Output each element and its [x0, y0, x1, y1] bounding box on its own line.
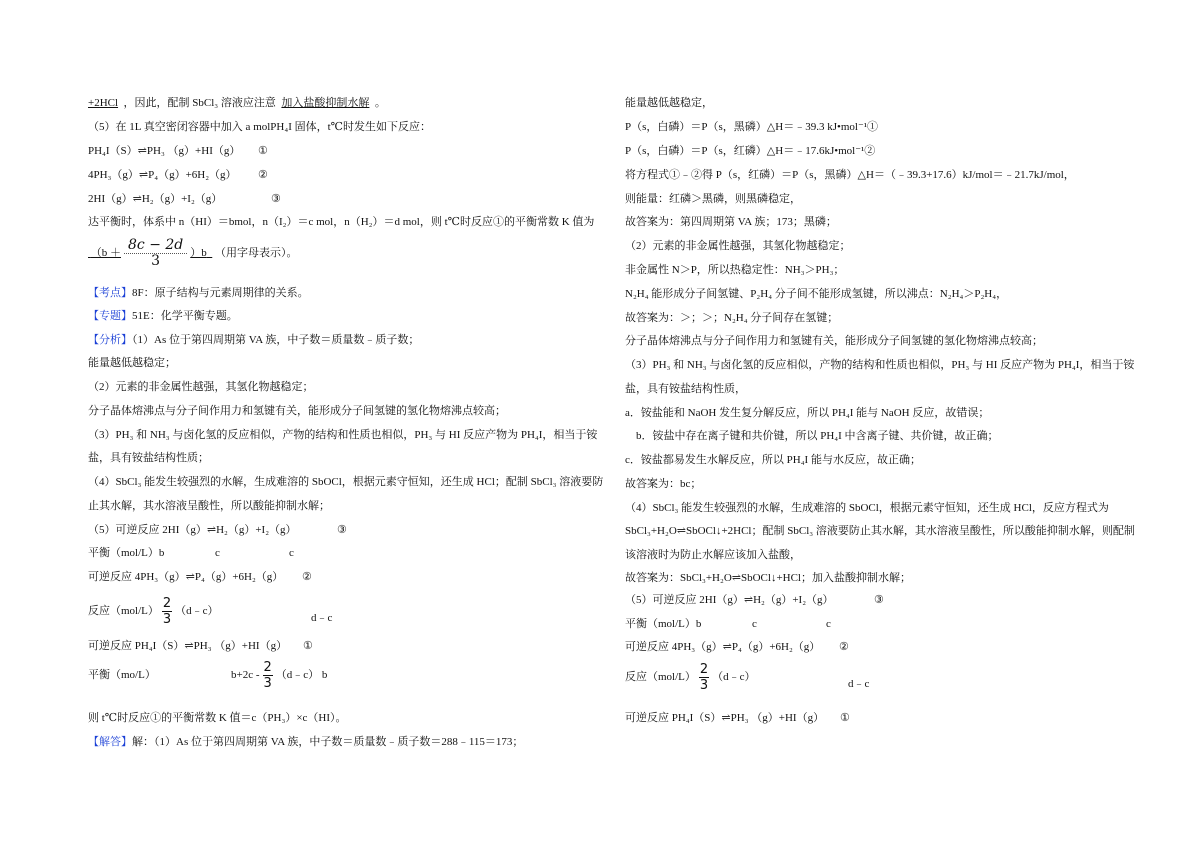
- text-line: 能量越低越稳定；: [88, 357, 176, 369]
- section-kaodian: [88, 286, 309, 300]
- answer-line-hcl: [88, 96, 386, 110]
- numerator: 2: [263, 660, 272, 675]
- text-line: 盐，具有铵盐结构性质，: [625, 383, 746, 395]
- section-tag: 【解答】: [88, 736, 132, 748]
- reaction-row: [625, 662, 870, 693]
- text: 8F：原子结构与元素周期律的关系。: [132, 287, 309, 299]
- text-line: 非金属性 N＞P，所以热稳定性：NH₃＞PH₃；: [625, 264, 845, 276]
- equation-number: ③: [874, 594, 884, 606]
- text: （用字母表示）。: [215, 247, 298, 260]
- equation-line: [88, 192, 281, 206]
- text: 。: [374, 97, 386, 109]
- value: c: [826, 618, 831, 630]
- text: ，因此，配制 SbCl₃ 溶液应注意: [123, 97, 276, 109]
- equation: （5）可逆反应 2HI（g）⇌H₂（g）+I₂（g）: [88, 524, 297, 536]
- text-line: 故答案为：bc；: [625, 478, 702, 490]
- equation-line: [88, 570, 312, 584]
- text-line: P（s，白磷）＝P（s，黑磷）△H＝﹣39.3 kJ•mol⁻¹①: [625, 121, 879, 133]
- text: （d﹣c）: [712, 671, 756, 684]
- section-tag: 【分析】: [88, 334, 132, 346]
- text-line: （3）PH₃ 和 NH₃ 与卤化氢的反应相似，产物的结构和性质也相似，PH₃ 与 HI 反应产物为 PH₄I，相当于铵: [88, 429, 598, 441]
- equation-number: ③: [337, 524, 347, 536]
- text: b+2c -: [231, 669, 260, 682]
- section-zhuanti: [88, 309, 238, 323]
- fraction: [162, 596, 172, 627]
- text-line: （3）PH₃ 和 NH₃ 与卤化氢的反应相似，产物的结构和性质也相似，PH₃ 与 HI 反应产物为 PH₄I，相当于铵: [625, 359, 1135, 371]
- value: c: [289, 547, 294, 559]
- text-line: 故答案为：第四周期第 VA 族；173；黑磷；: [625, 216, 837, 228]
- text-line: （2）元素的非金属性越强，其氢化物越稳定；: [625, 240, 851, 252]
- fraction: [263, 660, 273, 691]
- section-tag: 【专题】: [88, 310, 132, 322]
- text: 解：（1）As 位于第四周期第 VA 族，中子数＝质量数﹣质子数＝288﹣115＝173；: [132, 736, 524, 748]
- value: d﹣c: [848, 678, 870, 690]
- equation: 可逆反应 4PH₃（g）⇌P₄（g）+6H₂（g）: [88, 571, 284, 583]
- equation-number: ②: [258, 169, 268, 181]
- reaction-row: [88, 596, 333, 627]
- text: ）b: [190, 247, 207, 260]
- expression: [231, 660, 327, 691]
- text-line: 止其水解，其水溶液呈酸性，所以酸能抑制水解；: [88, 500, 330, 512]
- equation: 可逆反应 PH₄I（S）⇌PH₃ （g）+HI（g）: [625, 712, 825, 724]
- equation-number: ②: [839, 641, 849, 653]
- text: 平衡（mo/L）: [88, 669, 156, 682]
- text-line: （4）SbCl₃ 能发生较强烈的水解，生成难溶的 SbOCl，根据元素守恒知，还生成 HCl，反应方程式为: [625, 502, 1109, 514]
- equation-number: ①: [840, 712, 850, 724]
- equation-number: ①: [258, 145, 268, 157]
- equation-line: [625, 593, 884, 607]
- text-line: 将方程式①﹣②得 P（s，红磷）＝P（s，黑磷）△H＝（﹣39.3+17.6）kJ/mol＝﹣21.7kJ/mol，: [625, 169, 1075, 181]
- equation-line: [88, 168, 268, 182]
- numerator: 2: [699, 662, 709, 677]
- text-line: （4）SbCl₃ 能发生较强烈的水解，生成难溶的 SbOCl，根据元素守恒知，还生成 HCl；配制 SbCl₃ 溶液要防: [88, 476, 604, 488]
- text-line: 则能量：红磷＞黑磷，则黑磷稳定，: [625, 193, 801, 205]
- text: （1）As 位于第四周期第 VA 族，中子数＝质量数﹣质子数；: [132, 334, 420, 346]
- text-line: 达平衡时，体系中 n（HI）＝bmol，n（I₂）＝c mol，n（H₂）＝d mol，则 t℃时反应①的平衡常数 K 值为: [88, 216, 595, 228]
- value: c: [215, 547, 220, 559]
- text-line: P（s，白磷）＝P（s，红磷）△H＝﹣17.6kJ•mol⁻¹②: [625, 145, 876, 157]
- text-line: 该溶液时为防止水解应该加入盐酸，: [625, 549, 801, 561]
- section-fenxi: [88, 333, 419, 347]
- numerator: 2: [162, 596, 172, 611]
- denominator: 3: [162, 612, 172, 627]
- equation-number: ①: [303, 640, 313, 652]
- text: 反应（mol/L）: [625, 671, 696, 684]
- equilibrium-row: [88, 660, 328, 691]
- equation-line: [88, 144, 268, 158]
- text-line: 盐，具有铵盐结构性质；: [88, 452, 209, 464]
- equation-line: [625, 711, 850, 725]
- answer-fraction-line: [88, 238, 298, 269]
- equation-number: ②: [302, 571, 312, 583]
- fraction: [699, 662, 709, 693]
- text: 平衡（mol/L）b: [88, 547, 165, 559]
- denominator: 3: [699, 678, 709, 693]
- denominator: 3: [263, 676, 272, 691]
- equation: 可逆反应 PH₄I（S）⇌PH₃ （g）+HI（g）: [88, 640, 288, 652]
- text-line: 分子晶体熔沸点与分子间作用力和氢键有关，能形成分子间氢键的氢化物熔沸点较高；: [88, 405, 506, 417]
- equilibrium-row: [88, 546, 294, 560]
- numerator: 8c − 2d: [124, 238, 187, 254]
- text: （b ＋: [90, 247, 121, 260]
- section-jieda: [88, 735, 523, 749]
- text-line: N₂H₄ 能形成分子间氢键、P₂H₄ 分子间不能形成氢键，所以沸点：N₂H₄＞P₂H₄，: [625, 288, 1008, 300]
- text-line: 能量越低越稳定，: [625, 97, 713, 109]
- equation-line: [88, 639, 313, 653]
- text-line: c．铵盐都易发生水解反应，所以 PH₄I 能与水反应，故正确；: [625, 454, 921, 466]
- text: 平衡（mol/L）b: [625, 618, 702, 630]
- equation: 4PH₃（g）⇌P₄（g）+6H₂（g）: [88, 169, 237, 181]
- equation: PH₄I（S）⇌PH₃ （g）+HI（g）: [88, 145, 241, 157]
- value: c: [752, 618, 757, 630]
- equation-line: [625, 640, 849, 654]
- text-line: SbCl₃+H₂O⇌SbOCl↓+2HCl；配制 SbCl₃ 溶液要防止其水解，其水溶液呈酸性，所以酸能抑制水解，则配制: [625, 525, 1135, 537]
- text-line: 分子晶体熔沸点与分子间作用力和氢键有关，能形成分子间氢键的氢化物熔沸点较高；: [625, 335, 1043, 347]
- equation-line: [88, 523, 347, 537]
- text: （d﹣c） b: [275, 669, 328, 682]
- equilibrium-row: [625, 617, 831, 631]
- text-line: b．铵盐中存在离子键和共价键，所以 PH₄I 中含离子键、共价键，故正确；: [636, 430, 999, 442]
- blank-answer: +2HCl: [88, 97, 119, 109]
- text-line: 故答案为：＞；＞；N₂H₄ 分子间存在氢键；: [625, 312, 839, 324]
- text-line: （2）元素的非金属性越强，其氢化物越稳定；: [88, 381, 314, 393]
- text: 反应（mol/L）: [88, 605, 159, 618]
- equation-number: ③: [271, 193, 281, 205]
- equation: （5）可逆反应 2HI（g）⇌H₂（g）+I₂（g）: [625, 594, 834, 606]
- section-tag: 【考点】: [88, 287, 132, 299]
- equation: 2HI（g）⇌H₂（g）+I₂（g）: [88, 193, 223, 205]
- text-line: 则 t℃时反应①的平衡常数 K 值＝c（PH₃）×c（HI）。: [88, 712, 347, 724]
- text: 51E：化学平衡专题。: [132, 310, 238, 322]
- equation: 可逆反应 4PH₃（g）⇌P₄（g）+6H₂（g）: [625, 641, 821, 653]
- text-line: 故答案为：SbCl₃+H₂O⇌SbOCl↓+HCl；加入盐酸抑制水解；: [625, 572, 911, 584]
- text-line: （5）在 1L 真空密闭容器中加入 a molPH₄I 固体，t℃时发生如下反应：: [88, 121, 431, 133]
- value: d﹣c: [311, 612, 333, 624]
- fraction: [124, 238, 187, 269]
- denominator: 3: [151, 253, 161, 269]
- blank-answer: 加入盐酸抑制水解: [281, 97, 370, 109]
- text: （d﹣c）: [175, 605, 219, 618]
- blank-answer: [88, 237, 212, 269]
- text-line: a．铵盐能和 NaOH 发生复分解反应，所以 PH₄I 能与 NaOH 反应，故错误；: [625, 407, 990, 419]
